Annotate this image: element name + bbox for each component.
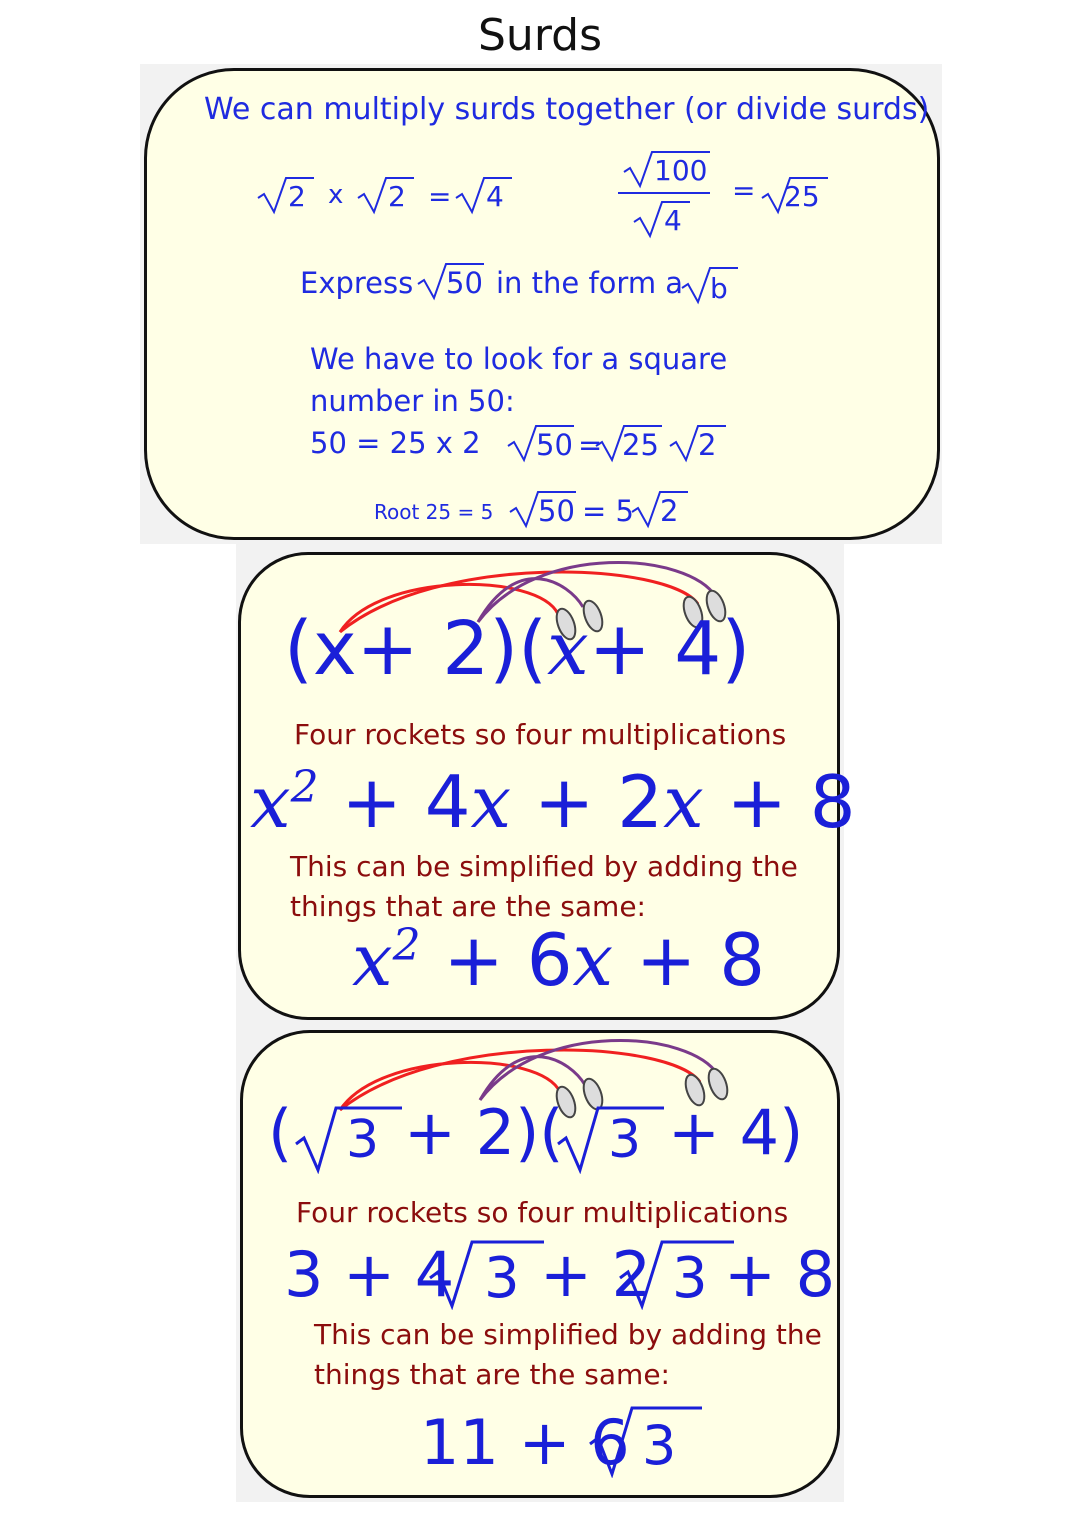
factor-r3: 2 bbox=[698, 428, 717, 462]
radical-sign bbox=[356, 176, 416, 216]
final-r2: 2 bbox=[660, 494, 679, 528]
mult-operand-b: 2 bbox=[388, 180, 406, 213]
final-r1: 50 bbox=[538, 494, 575, 528]
mult-result: 4 bbox=[486, 180, 504, 213]
simplified-result bbox=[352, 918, 765, 1002]
expanded-expression bbox=[250, 760, 856, 844]
expanded-r1: 3 bbox=[484, 1246, 520, 1311]
rockets-caption: Four rockets so four multiplications bbox=[294, 718, 787, 751]
var-x: x bbox=[312, 606, 357, 692]
simplify-line-1: This can be simplified by adding the bbox=[314, 1318, 822, 1351]
radical-sign bbox=[454, 176, 514, 216]
times-sign: x bbox=[328, 180, 344, 210]
rockets-caption: Four rockets so four multiplications bbox=[296, 1196, 789, 1229]
radical-sign bbox=[632, 200, 692, 240]
binomial-expression bbox=[284, 606, 750, 692]
result-a: 11 + 6 bbox=[420, 1406, 630, 1479]
first-term: + 2)( bbox=[356, 606, 548, 692]
simplify-line-1: This can be simplified by adding the bbox=[290, 850, 798, 883]
term-8: + 8 bbox=[726, 760, 856, 844]
div-result: 25 bbox=[784, 180, 820, 213]
exponent: 2 bbox=[290, 762, 319, 813]
card1-heading: We can multiply surds together (or divide surds) bbox=[204, 92, 930, 127]
open-paren: ( bbox=[284, 606, 313, 692]
var-x-italic: x bbox=[250, 760, 291, 844]
express-radicand: 50 bbox=[446, 266, 483, 300]
expanded-a: 3 + 4 bbox=[284, 1238, 455, 1311]
div-numerator: 100 bbox=[654, 154, 708, 187]
mult-operand-a: 2 bbox=[288, 180, 306, 213]
term-4: + 4 bbox=[341, 760, 471, 844]
express-middle: in the form a bbox=[496, 266, 684, 300]
term-6: + 6 bbox=[443, 918, 573, 1002]
simplify-line-2: things that are the same: bbox=[290, 890, 646, 923]
exponent: 2 bbox=[392, 920, 421, 971]
root-note: Root 25 = 5 bbox=[374, 500, 494, 524]
page-title: Surds bbox=[478, 10, 602, 61]
expanded-b: + 2 bbox=[540, 1238, 652, 1311]
fraction-bar bbox=[618, 192, 710, 194]
var-x-italic: x bbox=[663, 760, 704, 844]
first-term: + 2)( bbox=[404, 1096, 564, 1169]
final-eq: = 5 bbox=[582, 494, 634, 528]
div-denominator: 4 bbox=[664, 204, 682, 237]
factor-r1: 50 bbox=[536, 428, 573, 462]
var-x-italic: x bbox=[547, 606, 589, 692]
open-paren: ( bbox=[268, 1096, 293, 1169]
var-x-italic: x bbox=[352, 918, 393, 1002]
term-2: + 2 bbox=[534, 760, 664, 844]
equals-sign: = bbox=[578, 428, 603, 462]
radicand-3: 3 bbox=[608, 1110, 642, 1170]
factor-r2: 25 bbox=[622, 428, 659, 462]
second-term: + 4) bbox=[588, 606, 751, 692]
factor-line: 50 = 25 x 2 bbox=[310, 426, 481, 460]
radicand-3: 3 bbox=[346, 1110, 380, 1170]
express-b: b bbox=[710, 272, 728, 305]
second-term: + 4) bbox=[668, 1096, 804, 1169]
express-prefix: Express bbox=[300, 266, 414, 300]
equals-sign: = bbox=[732, 174, 756, 207]
look-line-2: number in 50: bbox=[310, 384, 515, 418]
var-x-italic: x bbox=[572, 918, 614, 1002]
expanded-r2: 3 bbox=[672, 1246, 708, 1311]
expanded-c: + 8 bbox=[724, 1238, 836, 1311]
surds-rules-card bbox=[144, 68, 940, 540]
equals-sign: = bbox=[428, 180, 452, 213]
var-x-italic: x bbox=[470, 760, 512, 844]
look-line-1: We have to look for a square bbox=[310, 342, 728, 376]
result-radicand: 3 bbox=[642, 1414, 677, 1477]
radical-sign bbox=[256, 176, 316, 216]
simplify-line-2: things that are the same: bbox=[314, 1358, 670, 1391]
term-8: + 8 bbox=[636, 918, 766, 1002]
